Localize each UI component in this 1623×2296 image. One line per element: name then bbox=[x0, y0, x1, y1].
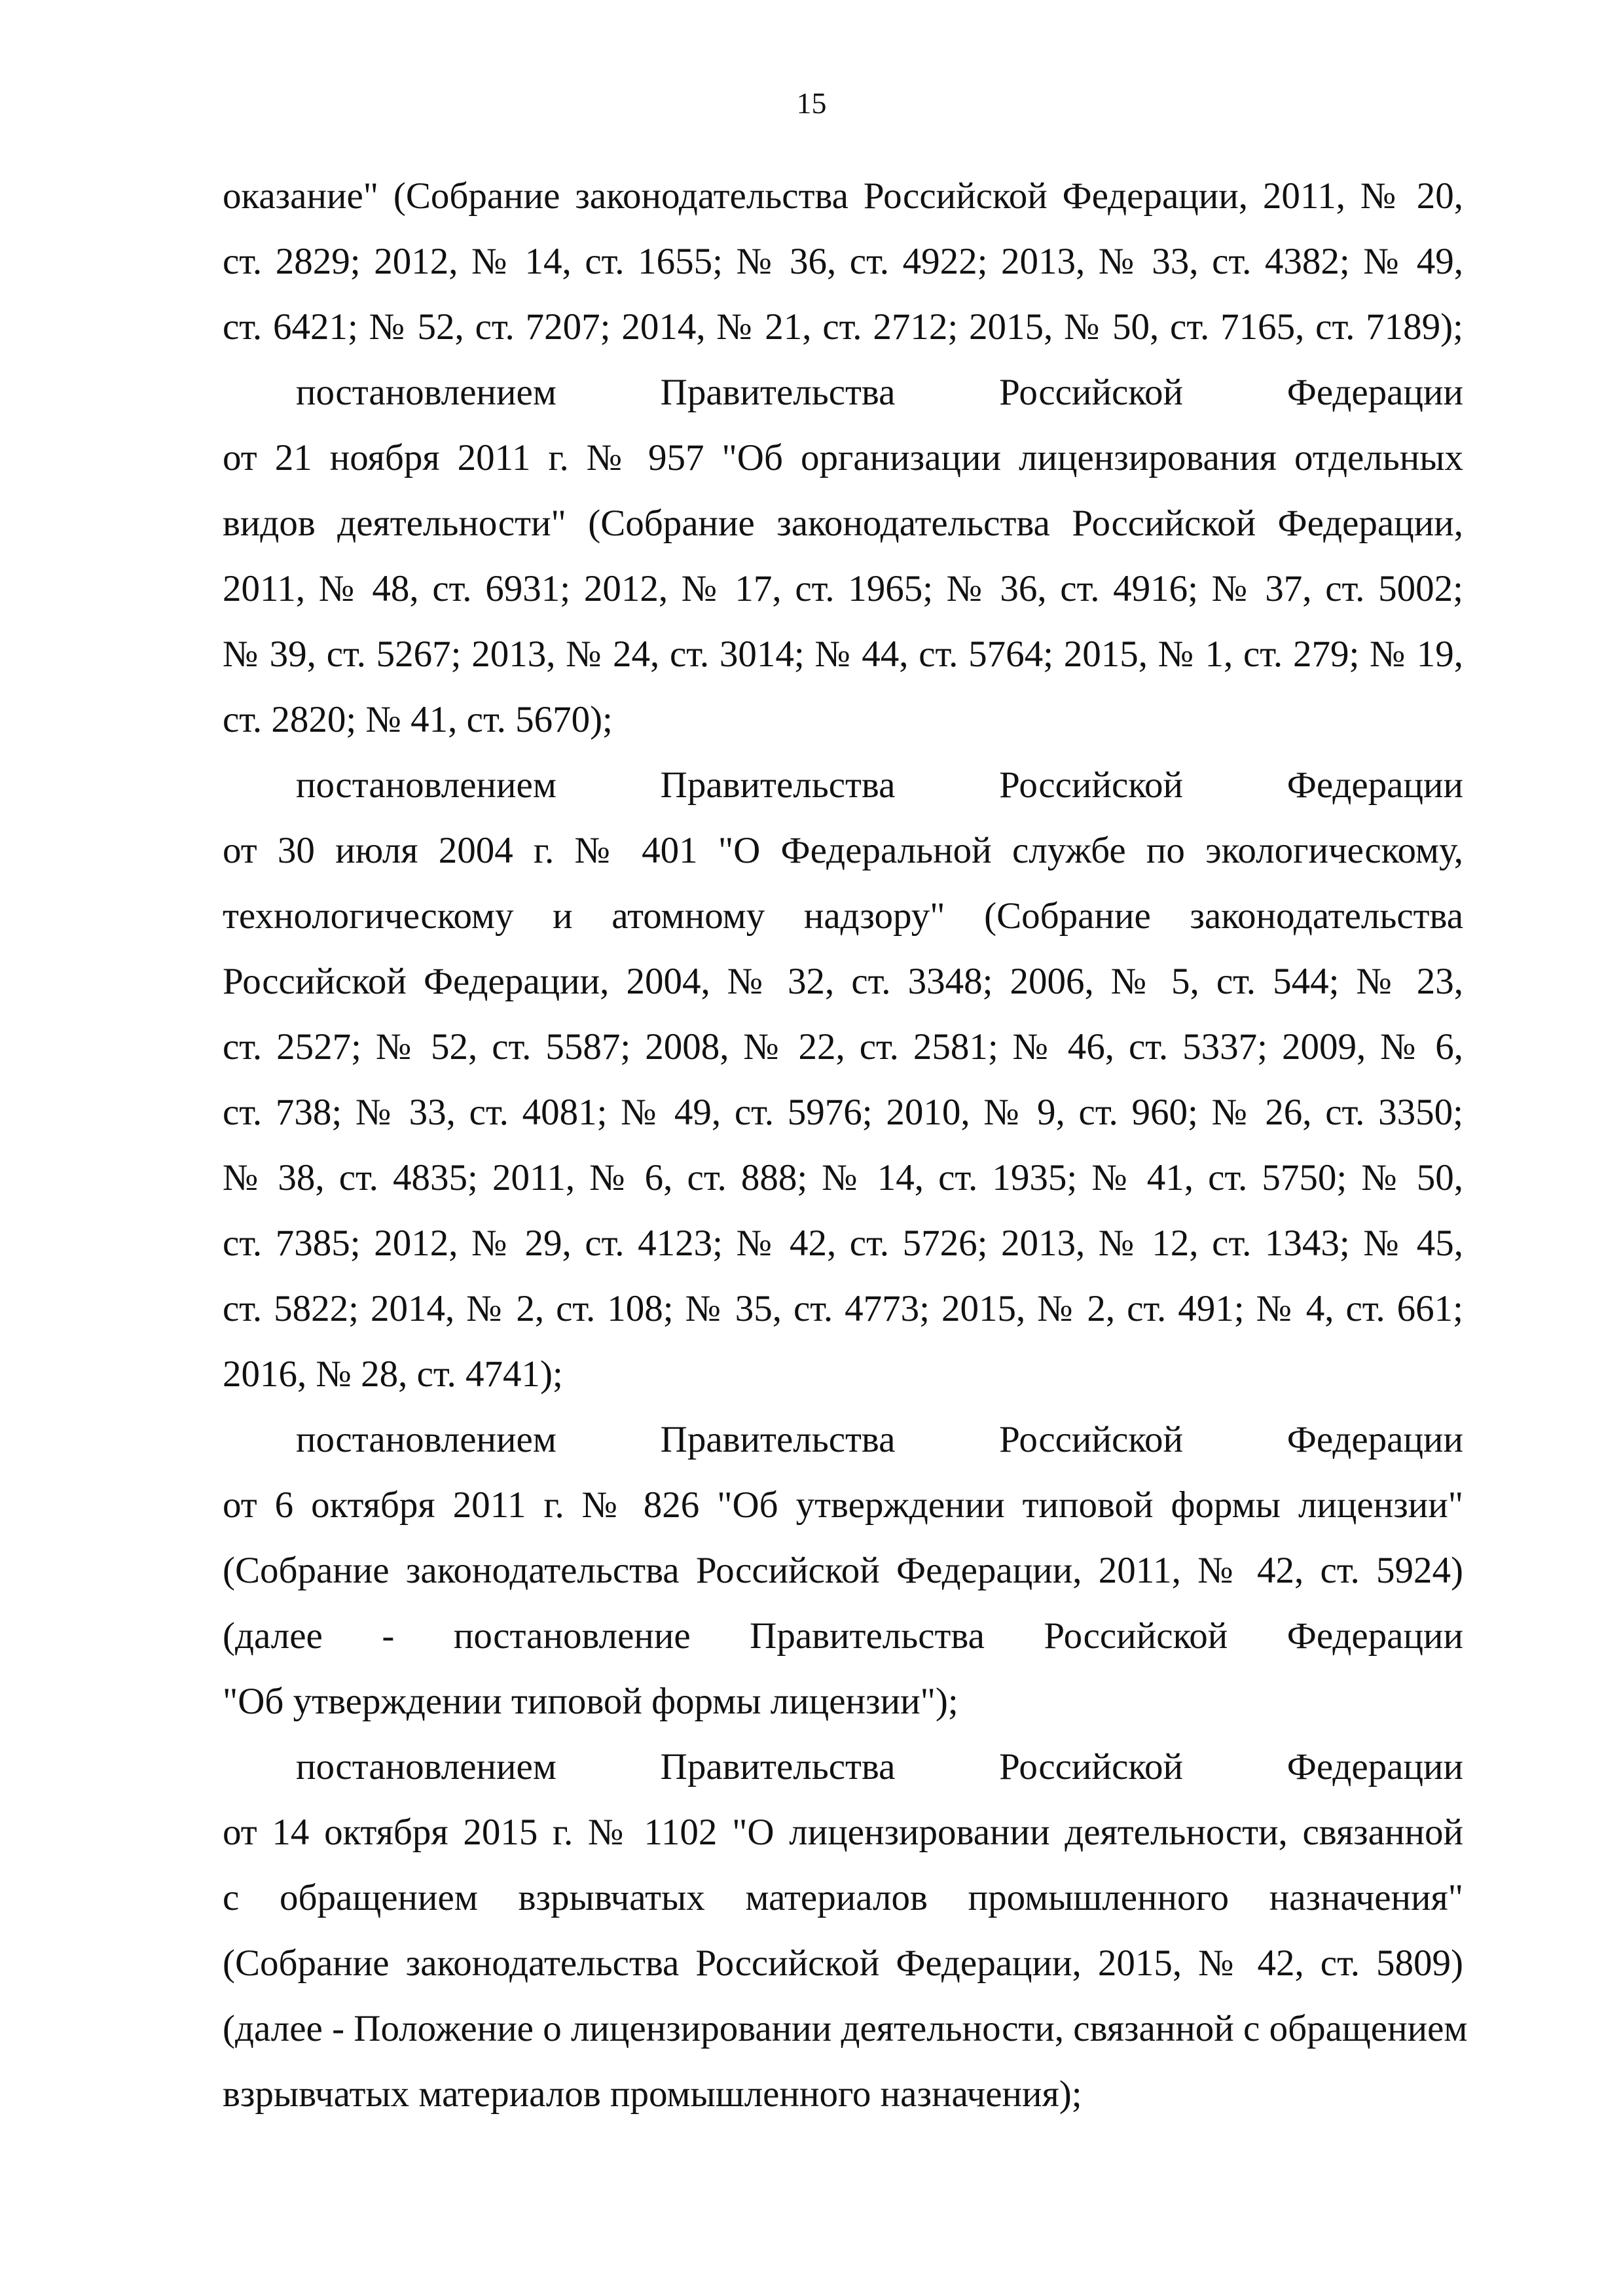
paragraph bbox=[223, 1407, 1463, 1734]
text-line: № 39, ст. 5267; 2013, № 24, ст. 3014; № 44, ст. 5764; 2015, № 1, ст. 279; № 19, bbox=[223, 634, 1463, 675]
text-line: от 14 октября 2015 г. № 1102 "О лицензировании деятельности, связанной bbox=[223, 1812, 1463, 1853]
text-line: ст. 738; № 33, ст. 4081; № 49, ст. 5976; 2010, № 9, ст. 960; № 26, ст. 3350; bbox=[223, 1092, 1463, 1133]
text-line: ст. 6421; № 52, ст. 7207; 2014, № 21, ст. 2712; 2015, № 50, ст. 7165, ст. 7189); bbox=[223, 306, 1463, 348]
paragraph bbox=[223, 753, 1463, 1407]
text-line: от 21 ноября 2011 г. № 957 "Об организации лицензирования отдельных bbox=[223, 437, 1463, 478]
text-line: оказание" (Собрание законодательства Российской Федерации, 2011, № 20, bbox=[223, 175, 1463, 217]
text-line: (Собрание законодательства Российской Федерации, 2015, № 42, ст. 5809) bbox=[223, 1943, 1463, 1984]
text-line: ст. 7385; 2012, № 29, ст. 4123; № 42, ст. 5726; 2013, № 12, ст. 1343; № 45, bbox=[223, 1223, 1463, 1264]
text-line: № 38, ст. 4835; 2011, № 6, ст. 888; № 14, ст. 1935; № 41, ст. 5750; № 50, bbox=[223, 1157, 1463, 1198]
text-line: ст. 2527; № 52, ст. 5587; 2008, № 22, ст. 2581; № 46, ст. 5337; 2009, № 6, bbox=[223, 1026, 1463, 1067]
text-line: от 30 июля 2004 г. № 401 "О Федеральной службе по экологическому, bbox=[223, 830, 1463, 871]
text-line: ст. 5822; 2014, № 2, ст. 108; № 35, ст. 4773; 2015, № 2, ст. 491; № 4, ст. 661; bbox=[223, 1288, 1463, 1329]
text-line: постановлением Правительства Российской Федерации bbox=[296, 764, 1463, 806]
text-line: постановлением Правительства Российской Федерации bbox=[296, 372, 1463, 413]
text-line: от 6 октября 2011 г. № 826 "Об утверждении типовой формы лицензии" bbox=[223, 1484, 1463, 1526]
paragraph bbox=[223, 1734, 1468, 2127]
text-line: "Об утверждении типовой формы лицензии"); bbox=[223, 1681, 958, 1722]
text-line: (Собрание законодательства Российской Федерации, 2011, № 42, ст. 5924) bbox=[223, 1550, 1463, 1591]
text-line: 2016, № 28, ст. 4741); bbox=[223, 1354, 563, 1395]
text-line: с обращением взрывчатых материалов промышленного назначения" bbox=[223, 1877, 1463, 1918]
paragraph bbox=[223, 164, 1463, 360]
text-line: (далее - Положение о лицензировании деятельности, связанной с обращением bbox=[223, 2008, 1468, 2049]
text-line: технологическому и атомному надзору" (Собрание законодательства bbox=[223, 895, 1463, 937]
text-line: ст. 2820; № 41, ст. 5670); bbox=[223, 699, 613, 740]
text-line: ст. 2829; 2012, № 14, ст. 1655; № 36, ст. 4922; 2013, № 33, ст. 4382; № 49, bbox=[223, 241, 1463, 282]
text-line: взрывчатых материалов промышленного назначения); bbox=[223, 2073, 1082, 2115]
document-body bbox=[223, 164, 1468, 2127]
text-line: видов деятельности" (Собрание законодательства Российской Федерации, bbox=[223, 503, 1463, 544]
text-line: Российской Федерации, 2004, № 32, ст. 3348; 2006, № 5, ст. 544; № 23, bbox=[223, 961, 1463, 1002]
text-line: (далее - постановление Правительства Российской Федерации bbox=[223, 1615, 1463, 1657]
text-line: постановлением Правительства Российской Федерации bbox=[296, 1746, 1463, 1787]
text-line: постановлением Правительства Российской Федерации bbox=[296, 1419, 1463, 1460]
paragraph bbox=[223, 360, 1463, 753]
page-number: 15 bbox=[796, 86, 827, 120]
text-line: 2011, № 48, ст. 6931; 2012, № 17, ст. 1965; № 36, ст. 4916; № 37, ст. 5002; bbox=[223, 568, 1463, 609]
